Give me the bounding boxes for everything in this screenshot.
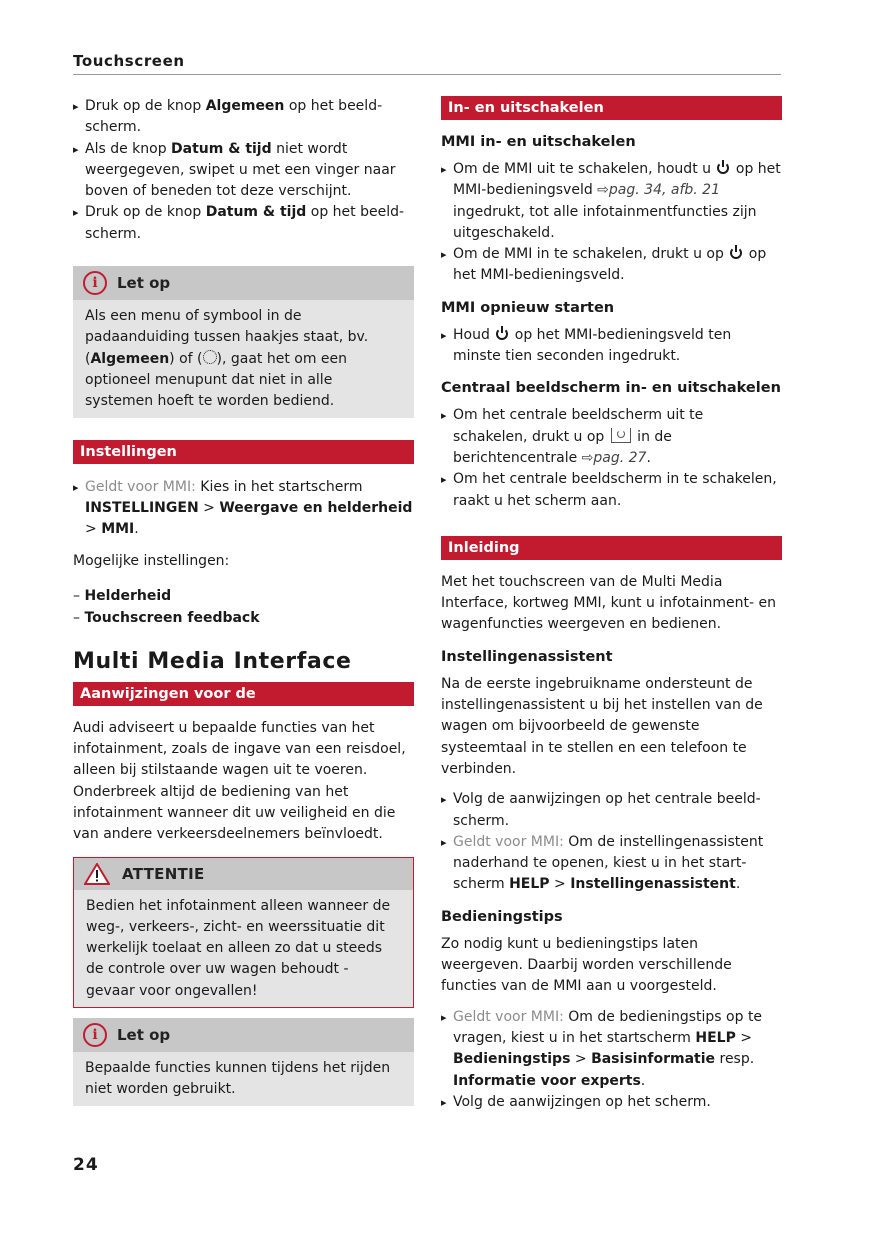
path-separator: > <box>198 499 220 516</box>
note-title: Let op <box>117 1026 171 1045</box>
punctuation: . <box>735 876 741 893</box>
step-item <box>441 159 782 244</box>
note-title: Let op <box>117 274 171 293</box>
warning-title: ATTENTIE <box>122 864 205 883</box>
page-reference[interactable]: ⇨pag. 27 <box>581 449 647 466</box>
step-item: ▸ Volg de aanwijzingen op het centrale beeld-scherm. <box>441 789 782 832</box>
menu-path: HELP <box>509 876 550 893</box>
path-separator: > <box>570 1051 592 1068</box>
info-icon: i <box>83 271 107 295</box>
settings-list-item: – Touchscreen feedback <box>73 609 260 626</box>
intro-paragraph: Met het touchscreen van de Multi Media Interface, kortweg MMI, kunt u infotainment- en wagenfuncties weergeven en bedienen. <box>441 573 776 633</box>
display-off-icon <box>611 428 631 443</box>
right-column <box>441 96 782 1113</box>
note-menu-name: Algemeen <box>90 350 170 367</box>
path-separator: > <box>85 521 102 538</box>
warning-header <box>74 858 413 890</box>
section-heading-safety: Aanwijzingen voor de verkeersveiligheid <box>73 682 414 706</box>
assistant-paragraph: Na de eerste ingebruikname ondersteunt de instellingenassistent u bij het instellen van de wagen om bijvoorbeeld de gewenste systeemtaal in te stellen en een telefoon te verbinden. <box>441 675 763 777</box>
menu-path: MMI <box>101 521 135 538</box>
section-heading-onoff: In- en uitschakelen <box>441 96 782 120</box>
button-name: Datum & tijd <box>171 140 272 157</box>
menu-path: Basisinformatie <box>591 1051 716 1068</box>
note-header <box>73 266 414 300</box>
step-text: Om de instellingenassistent naderhand te openen, kiest u in het start-scherm <box>453 833 764 893</box>
step-text: op het beeld-scherm. <box>85 98 383 136</box>
power-icon <box>717 162 729 174</box>
step-text: Om de MMI uit te schakelen, houdt u <box>453 161 716 177</box>
warning-box <box>73 857 414 1008</box>
subheading: MMI opnieuw starten <box>441 299 615 316</box>
menu-path: HELP <box>695 1029 736 1046</box>
menu-path: Weergave en helderheid <box>219 499 413 516</box>
path-separator: > <box>549 876 571 893</box>
step-text: ingedrukt, tot alle infotainmentfuncties zijn uitgeschakeld. <box>453 203 757 241</box>
subheading: Bedieningstips <box>441 908 563 925</box>
step-item <box>441 405 782 469</box>
punctuation: . <box>640 1072 646 1089</box>
applies-to-label: Geldt voor MMI: <box>85 478 196 495</box>
menu-path: Instellingenassistent <box>570 876 736 893</box>
possible-settings-label: Mogelijke instellingen: <box>73 553 230 570</box>
page-header-title: Touchscreen <box>73 52 185 70</box>
step-text: resp. <box>715 1051 755 1068</box>
step-text: Houd <box>453 326 495 343</box>
step-text: op het MMI-bedieningsveld. <box>453 246 767 284</box>
step-text: op het MMI-bedieningsveld <box>453 161 781 199</box>
step-item <box>441 832 782 896</box>
page-number: 24 <box>73 1155 99 1175</box>
subheading: Instellingenassistent <box>441 648 613 665</box>
path-separator: > <box>735 1029 753 1046</box>
step-text: Om de MMI in te schakelen, drukt u op <box>453 246 729 263</box>
step-text: Kies in het startscherm <box>195 478 363 495</box>
menu-path: Bedieningstips <box>453 1051 571 1068</box>
settings-path-item <box>73 477 414 541</box>
step-text: Om het centrale beeldscherm uit te schakelen, drukt u op <box>453 407 704 445</box>
step-item <box>441 244 782 287</box>
page-reference[interactable]: ⇨pag. 34, afb. 21 <box>597 182 720 199</box>
step-text: Om de bedieningstips op te vragen, kiest u in het startscherm <box>453 1008 763 1046</box>
step-item <box>73 139 414 203</box>
step-item <box>73 202 414 245</box>
step-item <box>441 1007 782 1092</box>
step-text: Als de knop <box>85 140 172 157</box>
left-column <box>73 96 414 1106</box>
step-text: . <box>646 449 651 466</box>
step-item <box>441 325 782 368</box>
section-heading-inleiding: Inleiding <box>441 536 782 560</box>
settings-list-item: – Helderheid <box>73 587 172 604</box>
note-box <box>73 266 414 417</box>
subheading: Centraal beeldscherm in- en uitschakelen <box>441 380 781 397</box>
chapter-title: Multi Media Interface <box>73 648 352 674</box>
optional-symbol-icon <box>203 350 217 364</box>
step-item: ▸ Om het centrale beeldscherm in te schakelen, raakt u het scherm aan. <box>441 469 782 512</box>
note-text: Als een menu of symbool in de padaanduiding tussen haakjes staat, bv. ( <box>85 308 369 367</box>
button-name: Datum & tijd <box>205 204 307 221</box>
note-header <box>73 1018 414 1052</box>
step-text: op het beeld-scherm. <box>85 204 405 242</box>
step-text: Druk op de knop <box>85 98 206 114</box>
power-icon <box>730 247 742 259</box>
step-item <box>73 96 414 139</box>
note-box <box>73 1018 414 1106</box>
warning-body: Bedien het infotainment alleen wanneer de weg-, verkeers-, zicht- en weerssituatie dit werkelijk toelaat en alleen zo dat u steeds de controle over uw wagen behoudt - gevaar voor ongevallen! <box>86 897 391 999</box>
note-text: ), gaat het om een optioneel menupunt dat niet in alle systemen hoeft te worden bediend. <box>85 350 348 410</box>
power-icon <box>496 328 508 340</box>
note-body <box>73 300 414 417</box>
step-item: ▸ Volg de aanwijzingen op het scherm. <box>441 1092 782 1113</box>
menu-path: Informatie voor experts <box>453 1072 641 1089</box>
applies-to-label: Geldt voor MMI: <box>453 833 564 850</box>
punctuation: . <box>134 521 139 538</box>
step-text: Druk op de knop <box>85 204 206 221</box>
button-name: Algemeen <box>205 98 285 114</box>
safety-paragraph: Audi adviseert u bepaalde functies van het infotainment, zoals de ingave van een reisdoel, alleen bij stilstaande wagen uit te voeren. Onderbreek altijd de bediening van het infotainment wanneer dit uw veiligheid en die van andere verkeersdeelnemers beïnvloedt. <box>73 719 406 843</box>
note-text: ) of ( <box>169 350 203 367</box>
step-text: in de berichtencentrale <box>453 428 672 466</box>
warning-triangle-icon <box>84 863 110 885</box>
section-heading-instellingen: Instellingen <box>73 440 414 464</box>
applies-to-label: Geldt voor MMI: <box>453 1008 564 1025</box>
note-body: Bepaalde functies kunnen tijdens het rijden niet worden gebruikt. <box>85 1060 391 1098</box>
step-text: niet wordt weergegeven, swipet u met een vinger naar boven of beneden tot deze verschijnt. <box>85 140 396 200</box>
page-header <box>73 50 781 75</box>
subheading: MMI in- en uitschakelen <box>441 134 636 150</box>
setting-name: Helderheid <box>84 587 172 604</box>
step-text: op het MMI-bedieningsveld ten minste tien seconden ingedrukt. <box>453 326 732 365</box>
tips-paragraph: Zo nodig kunt u bedieningstips laten weergeven. Daarbij worden verschillende functies van de MMI aan u voorgesteld. <box>441 935 732 995</box>
info-icon: i <box>83 1023 107 1047</box>
menu-path: INSTELLINGEN <box>85 499 199 516</box>
setting-name: Touchscreen feedback <box>84 609 260 626</box>
